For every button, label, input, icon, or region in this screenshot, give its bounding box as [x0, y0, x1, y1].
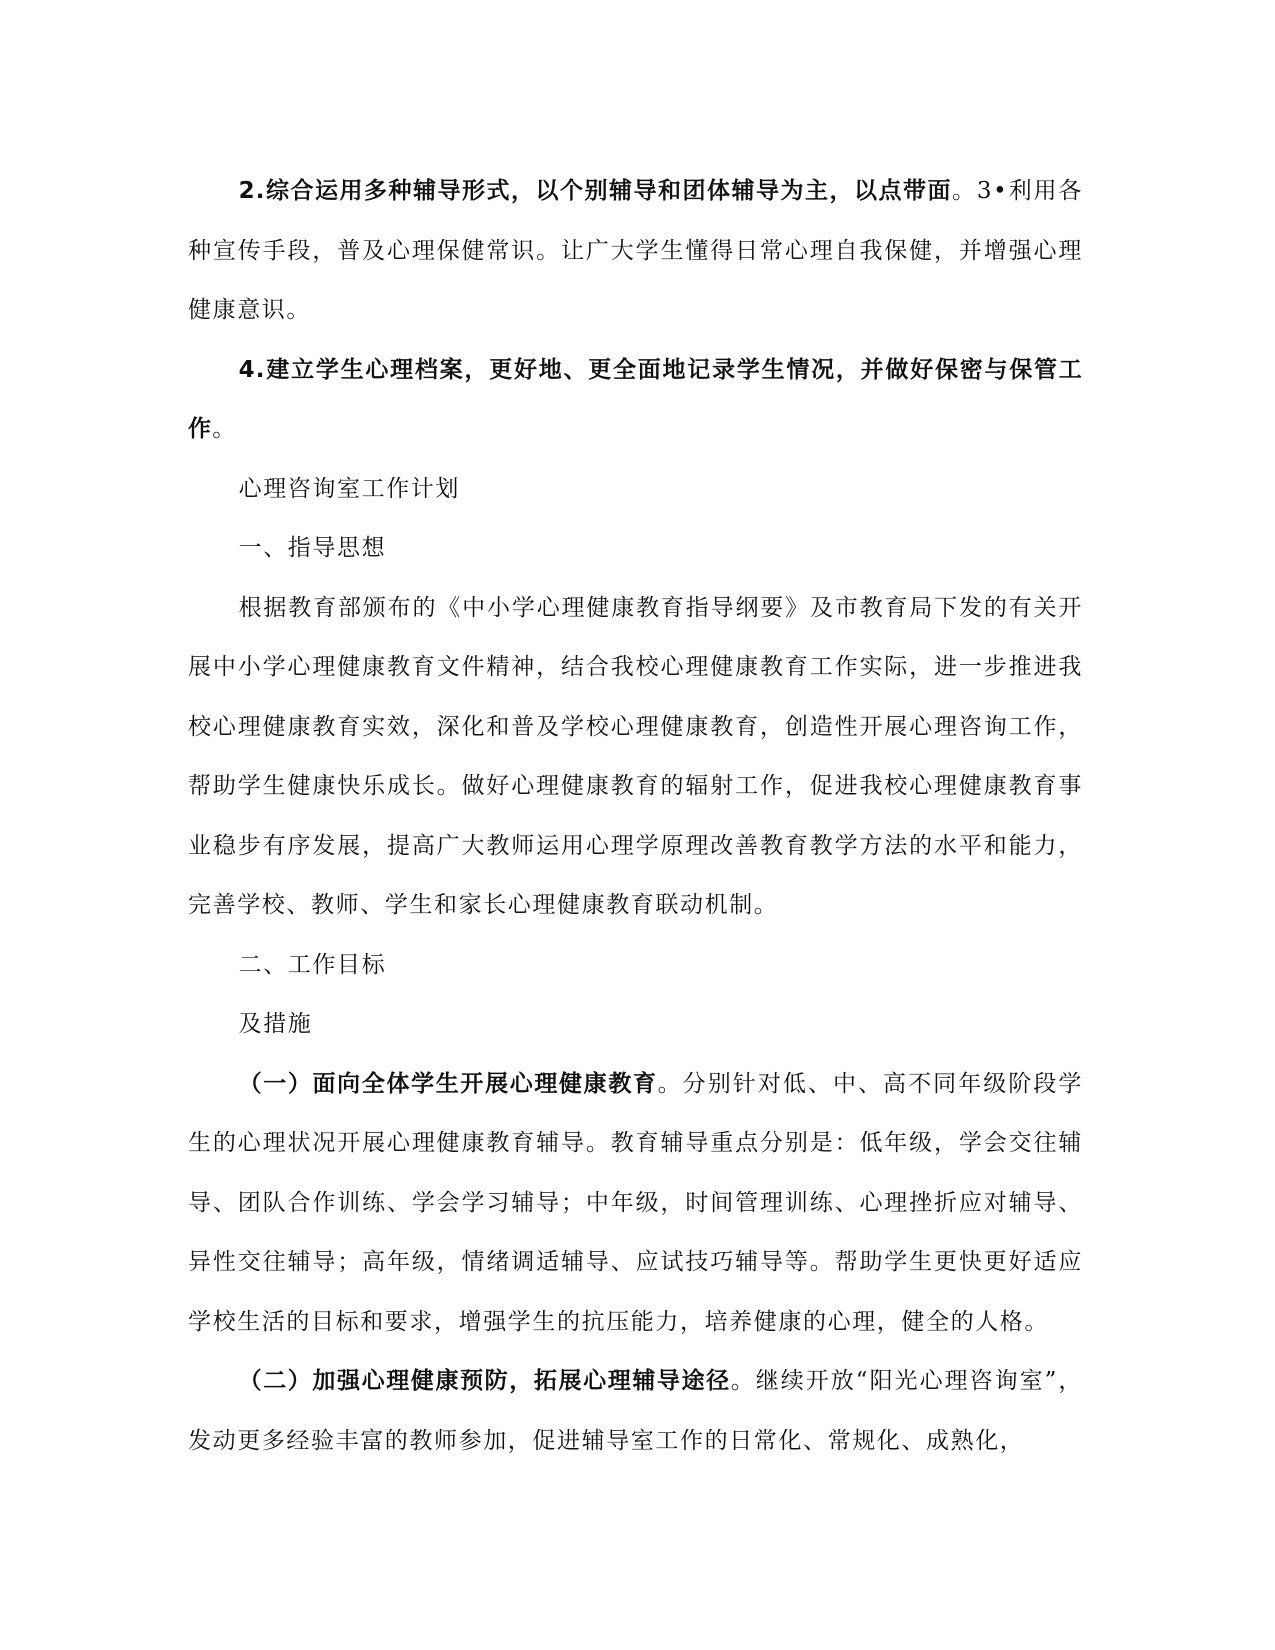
measure-1-text: 。分别针对低、中、高不同年级阶段学生的心理状况开展心理健康教育辅导。教育辅导重点分别是：低年级，学会交往辅导、团队合作训练、学会学习辅导；中年级，时间管理训练、心理挫折应对辅导、异性交往辅导；高年级，情绪调适辅导、应试技巧辅导等。帮助学生更快更好适应学校生活的目标和要求，增强学生的抗压能力，培养健康的心理，健全的人格。 — [188, 1070, 1083, 1335]
paragraph-item-2-text: 。3•利用各种宣传手段，普及心理保健常识。让广大学生懂得日常心理自我保健，并增强心理健康意识。 — [188, 178, 1083, 323]
paragraph-item-4-text: 。 — [212, 416, 237, 442]
measure-2-heading: （二）加强心理健康预防，拓展心理辅导途径 — [238, 1368, 731, 1394]
document-title: 心理咨询室工作计划 — [238, 475, 460, 502]
guiding-thought-paragraph: 根据教育部颁布的《中小学心理健康教育指导纲要》及市教育局下发的有关开展中小学心理健康教育文件精神，结合我校心理健康教育工作实际，进一步推进我校心理健康教育实效，深化和普及学校心理健康教育，创造性开展心理咨询工作，帮助学生健康快乐成长。做好心理健康教育的辐射工作，促进我校心理健康教育事业稳步有序发展，提高广大教师运用心理学原理改善教育教学方法的水平和能力，完善学校、教师、学生和家长心理健康教育联动机制。 — [188, 594, 1083, 918]
paragraph-item-2-heading: 2.综合运用多种辅导形式，以个别辅导和团体辅导为主，以点带面 — [238, 178, 952, 204]
measure-paragraph-2 — [188, 1352, 1083, 1471]
section-heading-work-goals: 二、工作目标 — [238, 951, 387, 978]
paragraph-item-4-heading: 4.建立学生心理档案，更好地、更全面地记录学生情况，并做好保密与保管工作 — [188, 356, 1083, 442]
measure-paragraph-1 — [188, 1055, 1083, 1353]
section-heading-measures: 及措施 — [238, 1011, 313, 1037]
measure-1-heading: （一）面向全体学生开展心理健康教育 — [238, 1070, 658, 1097]
document-body — [188, 162, 1083, 1471]
paragraph-item-4 — [188, 341, 1083, 460]
section-heading-guiding-thought: 一、指导思想 — [238, 535, 387, 561]
measure-2-text: 。继续开放“阳光心理咨询室”，发动更多经验丰富的教师参加，促进辅导室工作的日常化、常规化、成熟化， — [188, 1368, 1083, 1454]
paragraph-item-2 — [188, 162, 1083, 341]
